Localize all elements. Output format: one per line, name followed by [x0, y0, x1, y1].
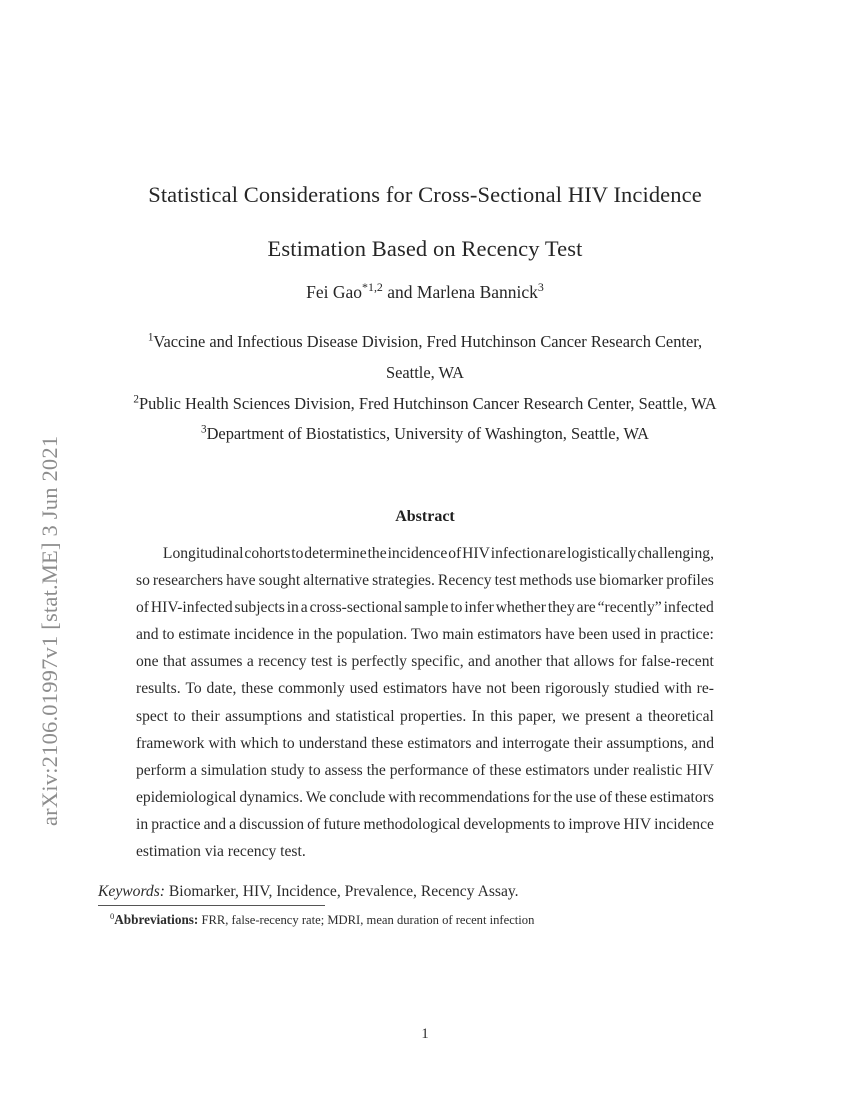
abstract-line: framework with which to understand these estimators and interrogate their assumptions, and: [136, 734, 714, 752]
abstract-line: epidemiological dynamics. We conclude with recommendations for the use of these estimators: [136, 788, 714, 806]
title-line-2: Estimation Based on Recency Test: [267, 236, 583, 261]
affiliation-list: [95, 327, 755, 450]
abstract-line: spect to their assumptions and statistical properties. In this paper, we present a theoretical: [136, 707, 714, 725]
footnote-label: Abbreviations:: [114, 912, 199, 927]
abstract-line: Longitudinal cohorts to determine the incidence of HIV infection are logistically challenging,: [136, 540, 714, 567]
abstract-line: perform a simulation study to assess the performance of these estimators under realistic HIV: [136, 761, 714, 779]
footnote: [110, 910, 740, 930]
author-marks-2: 3: [537, 280, 544, 295]
author-name-1: Fei Gao: [306, 282, 363, 302]
keywords-value: Biomarker, HIV, Incidence, Prevalence, Recency Assay.: [165, 883, 519, 900]
affiliation-mark: 3: [201, 423, 207, 436]
abstract-heading: Abstract: [395, 508, 455, 525]
abstract-line: of HIV-infected subjects in a cross-sectional sample to infer whether they are “recently” infected: [136, 599, 714, 617]
page-number: 1: [421, 1026, 429, 1042]
author-marks-1: *1,2: [362, 280, 383, 295]
affiliation-mark: 2: [133, 393, 139, 406]
keywords-line: [98, 881, 738, 903]
page-title: [110, 168, 740, 276]
affiliation-item: [95, 327, 755, 358]
affiliation-mark: 1: [147, 331, 154, 344]
abstract-line: results. To date, these commonly used estimators have not been rigorously studied with re-: [136, 680, 714, 698]
author-conjunction: and: [382, 282, 417, 302]
affiliation-text: Vaccine and Infectious Disease Division, Fred Hutchinson Cancer Research Center,: [153, 332, 703, 351]
abstract-line: and to estimate incidence in the population. Two main estimators have been used in practice:: [136, 626, 714, 644]
affiliation-text: Department of Biostatistics, University of Washington, Seattle, WA: [206, 424, 649, 444]
affiliation-item: [95, 358, 755, 389]
affiliation-text: Seattle, WA: [386, 362, 464, 382]
author-list: [110, 279, 740, 305]
author-name-2: Marlena Bannick: [416, 282, 538, 302]
abstract-line: in practice and a discussion of future methodological developments to improve HIV incidence: [136, 815, 714, 833]
keywords-label: Keywords:: [98, 883, 165, 900]
title-line-1: Statistical Considerations for Cross-Sectional HIV Incidence: [148, 182, 702, 207]
abstract-line: one that assumes a recency test is perfectly specific, and another that allows for false-recent: [136, 653, 714, 671]
arxiv-identifier-stamp: arXiv:2106.01997v1 [stat.ME] 3 Jun 2021: [37, 435, 62, 826]
paragraph-indent: [136, 540, 162, 567]
footnote-mark: 0: [110, 910, 115, 921]
affiliation-text: Public Health Sciences Division, Fred Hutchinson Cancer Research Center, Seattle, WA: [139, 393, 717, 413]
abstract-line: so researchers have sought alternative strategies. Recency test methods use biomarker profiles: [136, 572, 714, 590]
abstract-body: [136, 540, 714, 865]
affiliation-item: [95, 389, 755, 420]
abstract-line: estimation via recency test.: [136, 843, 306, 861]
affiliation-item: [95, 419, 755, 450]
footnote-separator-rule: [98, 905, 325, 906]
footnote-text: FRR, false-recency rate; MDRI, mean duration of recent infection: [198, 913, 535, 927]
